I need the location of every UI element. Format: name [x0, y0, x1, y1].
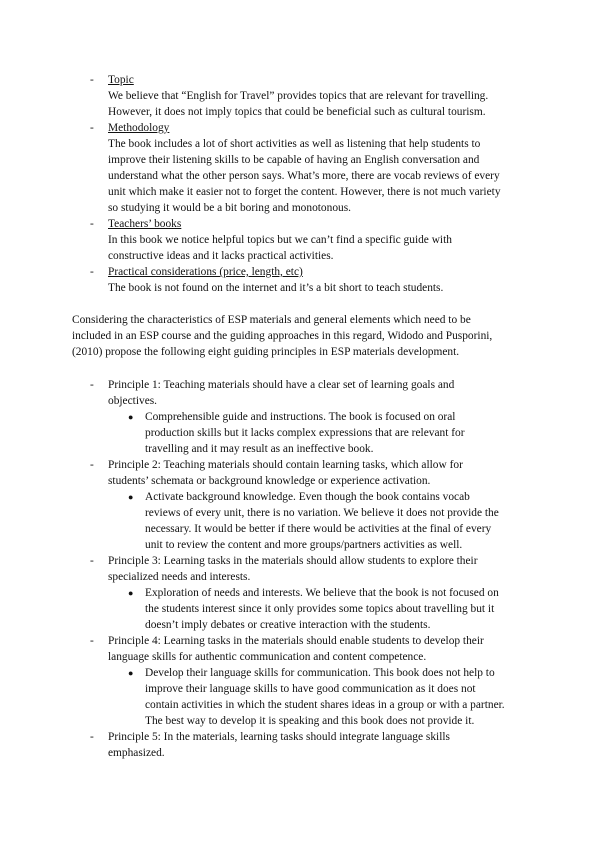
text-line: travelling and it may result as an ineffective book.: [145, 443, 374, 455]
text-line: In this book we notice helpful topics but we can’t find a specific guide with: [108, 234, 452, 246]
text-line: Considering the characteristics of ESP materials and general elements which need to be: [72, 314, 471, 326]
bullet-marker: ●: [128, 492, 134, 502]
text-line: Exploration of needs and interests. We believe that the book is not focused on: [145, 587, 499, 599]
eval-heading: Methodology: [108, 122, 170, 134]
dash-marker: -: [90, 266, 94, 278]
principle-line: Principle 4: Learning tasks in the materials should enable students to develop their: [108, 635, 484, 647]
dash-marker: -: [90, 635, 94, 647]
principle-line: Principle 2: Teaching materials should contain learning tasks, which allow for: [108, 459, 463, 471]
text-line: improve their language skills to have good communication as it does not: [145, 683, 476, 695]
eval-heading: Teachers’ books: [108, 218, 182, 230]
text-line: Comprehensible guide and instructions. The book is focused on oral: [145, 411, 456, 423]
principle-comment: [145, 489, 530, 553]
text-line: necessary. It would be better if there would be activities at the final of every: [145, 523, 492, 535]
dash-marker: -: [90, 555, 94, 567]
text-line: improve their listening skills to be capable of having an English conversation and: [108, 154, 480, 166]
text-line: Activate background knowledge. Even though the book contains vocab: [145, 491, 470, 503]
text-line: unit to review the content and more groups/partners activities as well.: [145, 539, 463, 551]
text-line: The best way to develop it is speaking and this book does not provide it.: [145, 715, 475, 727]
text-line: contain activities in which the student shares ideas in a group or with a partner.: [145, 699, 505, 711]
principle-line: objectives.: [108, 395, 158, 407]
text-line: the students interest since it only provides some topics about travelling but it: [145, 603, 495, 615]
text-line: understand what the other person says. What’s more, there are vocab reviews of every: [108, 170, 500, 182]
text-line: constructive ideas and it lacks practical activities.: [108, 250, 334, 262]
text-line: unit which make it easier not to forget the content. However, there is not much variety: [108, 186, 501, 198]
principle-comment: [145, 585, 530, 633]
principle-comment: [145, 409, 530, 457]
text-line: The book includes a lot of short activities as well as listening that help students to: [108, 138, 481, 150]
dash-marker: -: [90, 459, 94, 471]
text-line: (2010) propose the following eight guiding principles in ESP materials development.: [72, 346, 460, 358]
principle-line: specialized needs and interests.: [108, 571, 251, 583]
eval-heading: Practical considerations (price, length, etc): [108, 266, 303, 278]
principle-line: Principle 5: In the materials, learning tasks should integrate language skills: [108, 731, 450, 743]
bullet-marker: ●: [128, 412, 134, 422]
bullet-marker: ●: [128, 668, 134, 678]
text-line: so studying it would be a bit boring and monotonous.: [108, 202, 351, 214]
text-line: We believe that “English for Travel” provides topics that are relevant for travelling.: [108, 90, 489, 102]
principle-line: Principle 1: Teaching materials should have a clear set of learning goals and: [108, 379, 455, 391]
text-line: reviews of every unit, there is no variation. We believe it does not provide the: [145, 507, 499, 519]
principle-line: emphasized.: [108, 747, 165, 759]
intro-paragraph: [72, 312, 542, 360]
principle-line: language skills for authentic communication and content competence.: [108, 651, 427, 663]
dash-marker: -: [90, 122, 94, 134]
text-line: included in an ESP course and the guiding approaches in this regard, Widodo and Pusporini,: [72, 330, 493, 342]
dash-marker: -: [90, 379, 94, 391]
eval-heading: Topic: [108, 74, 134, 86]
text-line: However, it does not imply topics that could be beneficial such as cultural tourism.: [108, 106, 486, 118]
text-line: The book is not found on the internet and it’s a bit short to teach students.: [108, 282, 444, 294]
dash-marker: -: [90, 218, 94, 230]
text-line: doesn’t imply debates or creative interaction with the students.: [145, 619, 431, 631]
text-line: Develop their language skills for communication. This book does not help to: [145, 667, 495, 679]
text-line: production skills but it lacks complex expressions that are relevant for: [145, 427, 465, 439]
principle-line: students’ schemata or background knowledge or experience activation.: [108, 475, 431, 487]
bullet-marker: ●: [128, 588, 134, 598]
principle-comment: [145, 665, 530, 729]
dash-marker: -: [90, 731, 94, 743]
dash-marker: -: [90, 74, 94, 86]
principle-line: Principle 3: Learning tasks in the materials should allow students to explore their: [108, 555, 478, 567]
